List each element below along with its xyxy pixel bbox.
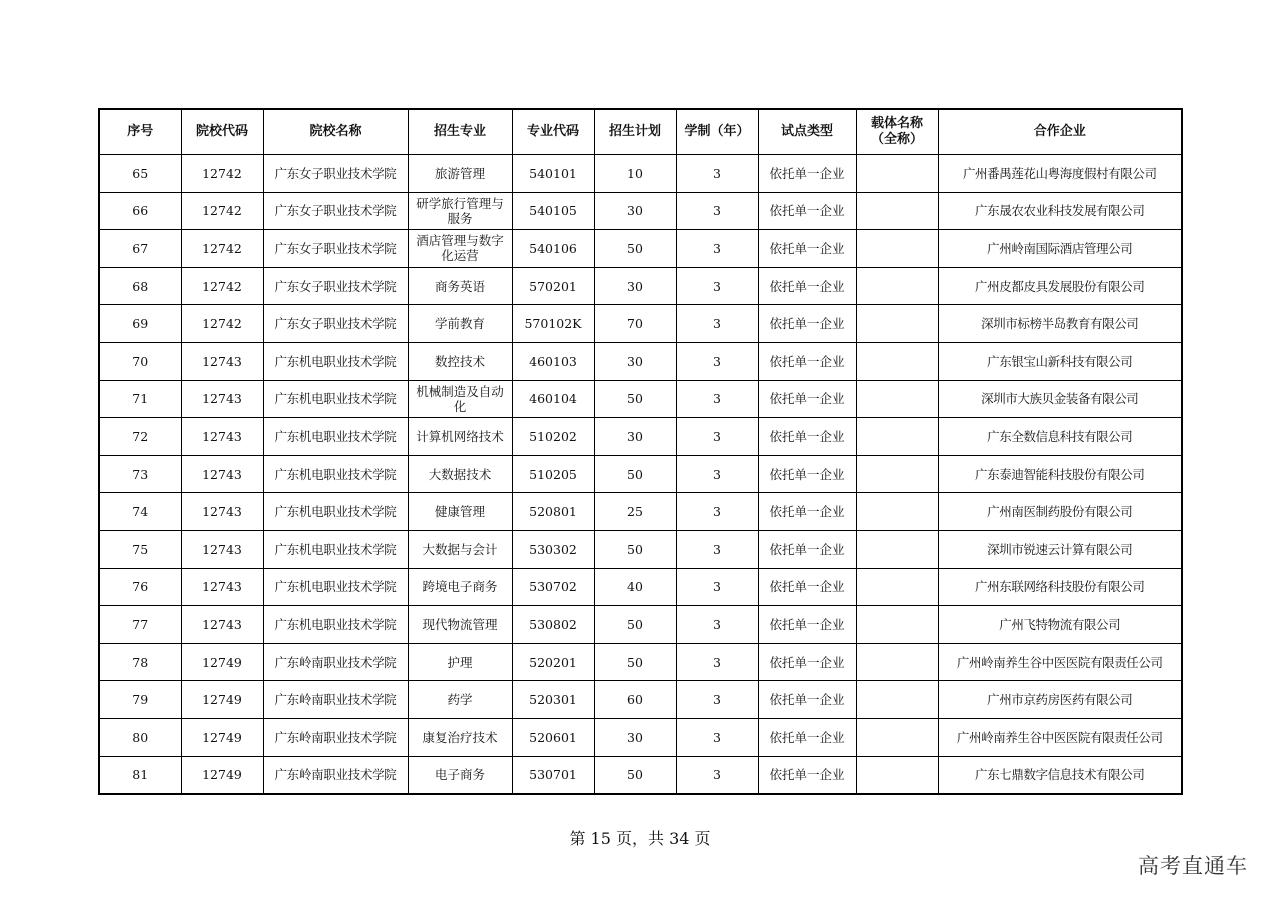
major-code-cell: 530701 [512,756,594,794]
header-school-name: 院校名称 [263,109,408,155]
duration-cell: 3 [676,568,758,606]
school-name-cell: 广东机电职业技术学院 [263,380,408,418]
partner-company-cell: 广东七鼎数字信息技术有限公司 [938,756,1182,794]
table-row [99,530,1182,568]
school-name-cell: 广东女子职业技术学院 [263,155,408,193]
partner-company-cell: 广州岭南养生谷中医医院有限责任公司 [938,643,1182,681]
major-code-cell: 460104 [512,380,594,418]
duration-cell: 3 [676,418,758,456]
header-duration: 学制（年） [676,109,758,155]
pilot-type-cell: 依托单一企业 [758,418,856,456]
major-cell: 计算机网络技术 [408,418,512,456]
major-cell: 大数据技术 [408,455,512,493]
school-code-cell: 12749 [181,681,263,719]
index-cell: 70 [99,342,181,380]
carrier-name-cell [856,493,938,531]
index-cell: 68 [99,267,181,305]
major-code-cell: 540106 [512,230,594,268]
index-cell: 81 [99,756,181,794]
enrollment-plan-cell: 50 [594,530,676,568]
school-code-cell: 12742 [181,230,263,268]
major-cell: 健康管理 [408,493,512,531]
school-name-cell: 广东女子职业技术学院 [263,192,408,230]
pilot-type-cell: 依托单一企业 [758,155,856,193]
school-name-cell: 广东机电职业技术学院 [263,418,408,456]
partner-company-cell: 广州番禺莲花山粤海度假村有限公司 [938,155,1182,193]
partner-company-cell: 广州岭南国际酒店管理公司 [938,230,1182,268]
school-code-cell: 12743 [181,568,263,606]
major-code-cell: 520301 [512,681,594,719]
major-code-cell: 520801 [512,493,594,531]
header-major-code: 专业代码 [512,109,594,155]
major-code-cell: 570201 [512,267,594,305]
table-row [99,267,1182,305]
partner-company-cell: 广州南医制药股份有限公司 [938,493,1182,531]
pilot-type-cell: 依托单一企业 [758,380,856,418]
index-cell: 72 [99,418,181,456]
table-row [99,718,1182,756]
table-row [99,380,1182,418]
pilot-type-cell: 依托单一企业 [758,342,856,380]
school-name-cell: 广东岭南职业技术学院 [263,681,408,719]
header-enrollment-plan: 招生计划 [594,109,676,155]
duration-cell: 3 [676,493,758,531]
enrollment-plan-cell: 50 [594,756,676,794]
carrier-name-cell [856,643,938,681]
carrier-name-cell [856,568,938,606]
major-cell: 电子商务 [408,756,512,794]
pilot-type-cell: 依托单一企业 [758,455,856,493]
partner-company-cell: 广州市京药房医药有限公司 [938,681,1182,719]
table-row [99,342,1182,380]
major-cell: 旅游管理 [408,155,512,193]
major-code-cell: 540105 [512,192,594,230]
table-row [99,606,1182,644]
major-code-cell: 530702 [512,568,594,606]
school-name-cell: 广东女子职业技术学院 [263,305,408,343]
duration-cell: 3 [676,756,758,794]
school-code-cell: 12742 [181,267,263,305]
duration-cell: 3 [676,342,758,380]
school-name-cell: 广东机电职业技术学院 [263,455,408,493]
school-name-cell: 广东岭南职业技术学院 [263,756,408,794]
school-name-cell: 广东机电职业技术学院 [263,568,408,606]
carrier-name-cell [856,155,938,193]
partner-company-cell: 广州飞特物流有限公司 [938,606,1182,644]
carrier-name-cell [856,380,938,418]
major-code-cell: 510202 [512,418,594,456]
major-cell: 康复治疗技术 [408,718,512,756]
major-cell: 跨境电子商务 [408,568,512,606]
partner-company-cell: 广东全数信息科技有限公司 [938,418,1182,456]
duration-cell: 3 [676,155,758,193]
school-code-cell: 12743 [181,606,263,644]
carrier-name-cell [856,718,938,756]
duration-cell: 3 [676,530,758,568]
school-code-cell: 12742 [181,155,263,193]
index-cell: 75 [99,530,181,568]
index-cell: 71 [99,380,181,418]
pilot-type-cell: 依托单一企业 [758,606,856,644]
index-cell: 74 [99,493,181,531]
carrier-name-cell [856,192,938,230]
partner-company-cell: 广州皮都皮具发展股份有限公司 [938,267,1182,305]
header-partner-company: 合作企业 [938,109,1182,155]
header-major: 招生专业 [408,109,512,155]
major-cell: 机械制造及自动化 [408,380,512,418]
carrier-name-cell [856,606,938,644]
index-cell: 79 [99,681,181,719]
enrollment-plan-cell: 40 [594,568,676,606]
table-row [99,493,1182,531]
major-code-cell: 530302 [512,530,594,568]
enrollment-plan-cell: 50 [594,380,676,418]
major-code-cell: 520601 [512,718,594,756]
duration-cell: 3 [676,643,758,681]
pilot-type-cell: 依托单一企业 [758,230,856,268]
pilot-type-cell: 依托单一企业 [758,718,856,756]
school-code-cell: 12749 [181,718,263,756]
school-code-cell: 12742 [181,192,263,230]
major-code-cell: 460103 [512,342,594,380]
duration-cell: 3 [676,230,758,268]
duration-cell: 3 [676,267,758,305]
pilot-type-cell: 依托单一企业 [758,493,856,531]
enrollment-plan-cell: 60 [594,681,676,719]
duration-cell: 3 [676,718,758,756]
header-carrier-name: 载体名称（全称） [856,109,938,155]
header-row [99,109,1182,155]
carrier-name-cell [856,455,938,493]
duration-cell: 3 [676,380,758,418]
enrollment-plan-cell: 30 [594,418,676,456]
major-code-cell: 570102K [512,305,594,343]
major-cell: 酒店管理与数字化运营 [408,230,512,268]
enrollment-plan-cell: 70 [594,305,676,343]
school-name-cell: 广东机电职业技术学院 [263,342,408,380]
header-pilot-type: 试点类型 [758,109,856,155]
table-row [99,681,1182,719]
school-name-cell: 广东机电职业技术学院 [263,606,408,644]
partner-company-cell: 广东银宝山新科技有限公司 [938,342,1182,380]
major-cell: 研学旅行管理与服务 [408,192,512,230]
index-cell: 69 [99,305,181,343]
partner-company-cell: 深圳市大族贝金装备有限公司 [938,380,1182,418]
major-code-cell: 510205 [512,455,594,493]
duration-cell: 3 [676,606,758,644]
table-row [99,192,1182,230]
duration-cell: 3 [676,455,758,493]
enrollment-plan-cell: 30 [594,718,676,756]
table-body [99,155,1182,795]
school-name-cell: 广东机电职业技术学院 [263,530,408,568]
school-code-cell: 12743 [181,342,263,380]
major-cell: 护理 [408,643,512,681]
carrier-name-cell [856,305,938,343]
major-cell: 药学 [408,681,512,719]
enrollment-plan-cell: 50 [594,455,676,493]
school-name-cell: 广东岭南职业技术学院 [263,718,408,756]
index-cell: 77 [99,606,181,644]
major-cell: 商务英语 [408,267,512,305]
school-code-cell: 12749 [181,756,263,794]
partner-company-cell: 深圳市标榜半岛教育有限公司 [938,305,1182,343]
school-name-cell: 广东女子职业技术学院 [263,267,408,305]
enrollment-plan-cell: 30 [594,192,676,230]
enrollment-plan-cell: 50 [594,606,676,644]
carrier-name-cell [856,756,938,794]
enrollment-plan-cell: 50 [594,230,676,268]
partner-company-cell: 广州岭南养生谷中医医院有限责任公司 [938,718,1182,756]
index-cell: 80 [99,718,181,756]
table-row [99,455,1182,493]
partner-company-cell: 广东晟农农业科技发展有限公司 [938,192,1182,230]
page-number: 第 15 页，共 34 页 [569,829,711,848]
carrier-name-cell [856,418,938,456]
index-cell: 76 [99,568,181,606]
major-cell: 数控技术 [408,342,512,380]
pilot-type-cell: 依托单一企业 [758,681,856,719]
partner-company-cell: 深圳市锐速云计算有限公司 [938,530,1182,568]
table-row [99,756,1182,794]
major-cell: 现代物流管理 [408,606,512,644]
enrollment-plan-cell: 50 [594,643,676,681]
index-cell: 78 [99,643,181,681]
duration-cell: 3 [676,305,758,343]
index-cell: 73 [99,455,181,493]
pilot-type-cell: 依托单一企业 [758,530,856,568]
school-code-cell: 12743 [181,455,263,493]
pilot-type-cell: 依托单一企业 [758,305,856,343]
watermark-logo-text: 高考直通车 [1138,854,1248,878]
school-code-cell: 12743 [181,418,263,456]
header-index: 序号 [99,109,181,155]
enrollment-plan-cell: 30 [594,267,676,305]
header-school-code: 院校代码 [181,109,263,155]
school-name-cell: 广东女子职业技术学院 [263,230,408,268]
duration-cell: 3 [676,681,758,719]
pilot-type-cell: 依托单一企业 [758,568,856,606]
school-code-cell: 12743 [181,380,263,418]
carrier-name-cell [856,342,938,380]
school-code-cell: 12742 [181,305,263,343]
index-cell: 65 [99,155,181,193]
table-row [99,155,1182,193]
table-row [99,418,1182,456]
enrollment-plan-cell: 30 [594,342,676,380]
major-cell: 大数据与会计 [408,530,512,568]
major-code-cell: 520201 [512,643,594,681]
major-code-cell: 540101 [512,155,594,193]
pilot-type-cell: 依托单一企业 [758,756,856,794]
school-name-cell: 广东机电职业技术学院 [263,493,408,531]
carrier-name-cell [856,267,938,305]
enrollment-plan-cell: 25 [594,493,676,531]
enrollment-table [98,108,1183,795]
table-row [99,568,1182,606]
school-code-cell: 12743 [181,530,263,568]
index-cell: 67 [99,230,181,268]
enrollment-plan-cell: 10 [594,155,676,193]
major-cell: 学前教育 [408,305,512,343]
school-name-cell: 广东岭南职业技术学院 [263,643,408,681]
table-row [99,230,1182,268]
duration-cell: 3 [676,192,758,230]
school-code-cell: 12749 [181,643,263,681]
partner-company-cell: 广东泰迪智能科技股份有限公司 [938,455,1182,493]
major-code-cell: 530802 [512,606,594,644]
pilot-type-cell: 依托单一企业 [758,643,856,681]
pilot-type-cell: 依托单一企业 [758,192,856,230]
partner-company-cell: 广州东联网络科技股份有限公司 [938,568,1182,606]
school-code-cell: 12743 [181,493,263,531]
carrier-name-cell [856,230,938,268]
carrier-name-cell [856,681,938,719]
table-row [99,643,1182,681]
index-cell: 66 [99,192,181,230]
table-row [99,305,1182,343]
carrier-name-cell [856,530,938,568]
pilot-type-cell: 依托单一企业 [758,267,856,305]
